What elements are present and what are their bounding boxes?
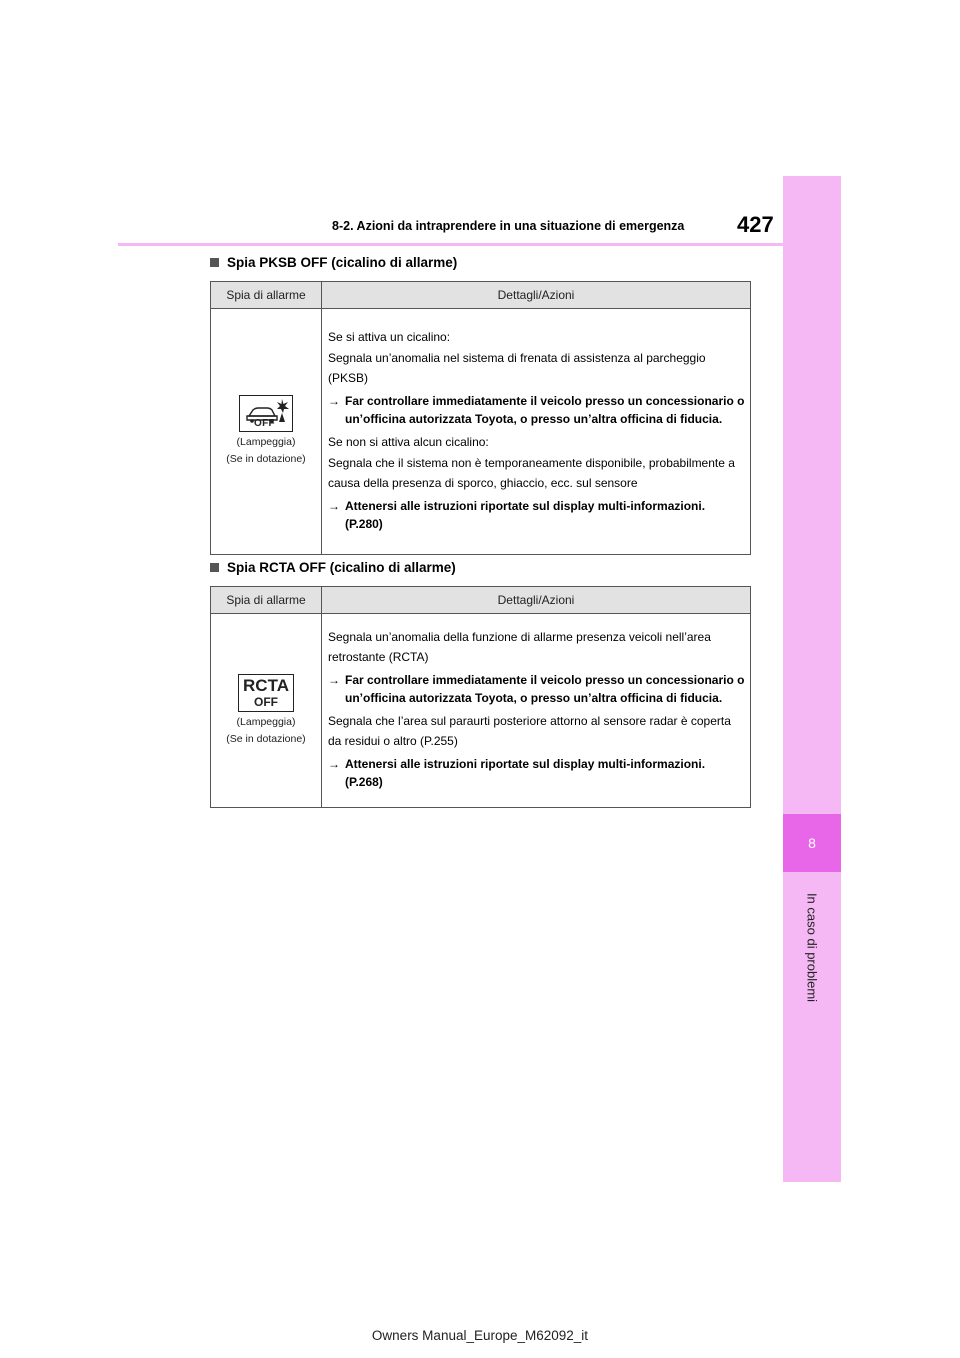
action-text: Far controllare immediatamente il veicolo presso un concessionario o un’officina autorizzata Toyota, o presso un’altra officina di fiducia.: [345, 393, 745, 426]
detail-text: Se si attiva un cicalino:: [328, 329, 451, 344]
icon-cell: [211, 614, 322, 808]
warning-table-pksb: [210, 281, 751, 555]
chapter-number: 8: [808, 835, 816, 851]
chapter-side-tab: [783, 176, 841, 1182]
pksb-off-icon: [239, 395, 293, 432]
arrow-icon: →: [328, 672, 340, 687]
action-text[interactable]: Attenersi alle istruzioni riportate sul display multi-informazioni. (P.268): [345, 756, 706, 789]
action-line: [328, 755, 746, 791]
col-header-light: Spia di allarme: [211, 282, 322, 309]
action-line: [328, 497, 746, 533]
icon-off-label: OFF: [254, 418, 275, 429]
chapter-label: In caso di problemi: [804, 892, 820, 1003]
chapter-number-tab[interactable]: [783, 814, 841, 872]
icon-cell: [211, 309, 322, 555]
footer-manual-id: Owners Manual_Europe_M62092_it: [371, 1328, 589, 1343]
col-header-details: Dettagli/Azioni: [322, 587, 751, 614]
arrow-icon: →: [328, 498, 340, 513]
arrow-icon: →: [328, 756, 340, 771]
icon-caption-equipped: (Se in dotazione): [226, 453, 306, 465]
warning-table-rcta: [210, 586, 751, 808]
rcta-off-icon: [238, 674, 294, 712]
heading-text: Spia PKSB OFF (cicalino di allarme): [227, 255, 458, 270]
page-number: 427: [737, 212, 774, 237]
detail-text: Segnala un’anomalia della funzione di allarme presenza veicoli nell’area retrostante (RCTA): [328, 629, 711, 664]
table-row: [211, 614, 751, 808]
detail-cell: [322, 309, 751, 555]
detail-text: Segnala un’anomalia nel sistema di frenata di assistenza al parcheggio (PKSB): [328, 350, 706, 385]
table-row: [211, 309, 751, 555]
heading-text: Spia RCTA OFF (cicalino di allarme): [227, 560, 456, 575]
icon-caption-blink: (Lampeggia): [236, 715, 296, 728]
action-text[interactable]: Attenersi alle istruzioni riportate sul display multi-informazioni. (P.280): [345, 498, 706, 531]
bullet-square-icon: [210, 258, 219, 267]
detail-text[interactable]: Segnala che l’area sul paraurti posteriore attorno al sensore radar è coperta da residui o altro (P.255): [328, 713, 731, 748]
col-header-details: Dettagli/Azioni: [322, 282, 751, 309]
detail-text: Se non si attiva alcun cicalino:: [328, 434, 489, 449]
table-header-row: [211, 587, 751, 614]
icon-caption-blink: (Lampeggia): [236, 436, 296, 448]
detail-text: Segnala che il sistema non è temporaneamente disponibile, probabilmente a causa della presenza di sporco, ghiaccio, ecc. sul sensore: [328, 455, 735, 490]
icon-off-label: OFF: [254, 694, 278, 709]
action-text: Far controllare immediatamente il veicolo presso un concessionario o un’officina autorizzata Toyota, o presso un’altra officina di fiducia.: [345, 672, 745, 705]
table-header-row: [211, 282, 751, 309]
detail-cell: [322, 614, 751, 808]
section-heading-pksb: [210, 255, 457, 270]
arrow-icon: →: [328, 393, 340, 408]
col-header-light: Spia di allarme: [211, 587, 322, 614]
action-line: [328, 392, 746, 428]
header-rule: [118, 243, 783, 246]
icon-caption-equipped: (Se in dotazione): [226, 732, 306, 745]
action-line: [328, 671, 746, 707]
bullet-square-icon: [210, 563, 219, 572]
section-heading-rcta: [210, 560, 456, 575]
section-header-title: 8-2. Azioni da intraprendere in una situazione di emergenza: [332, 219, 685, 233]
icon-rcta-label: RCTA: [243, 675, 289, 695]
